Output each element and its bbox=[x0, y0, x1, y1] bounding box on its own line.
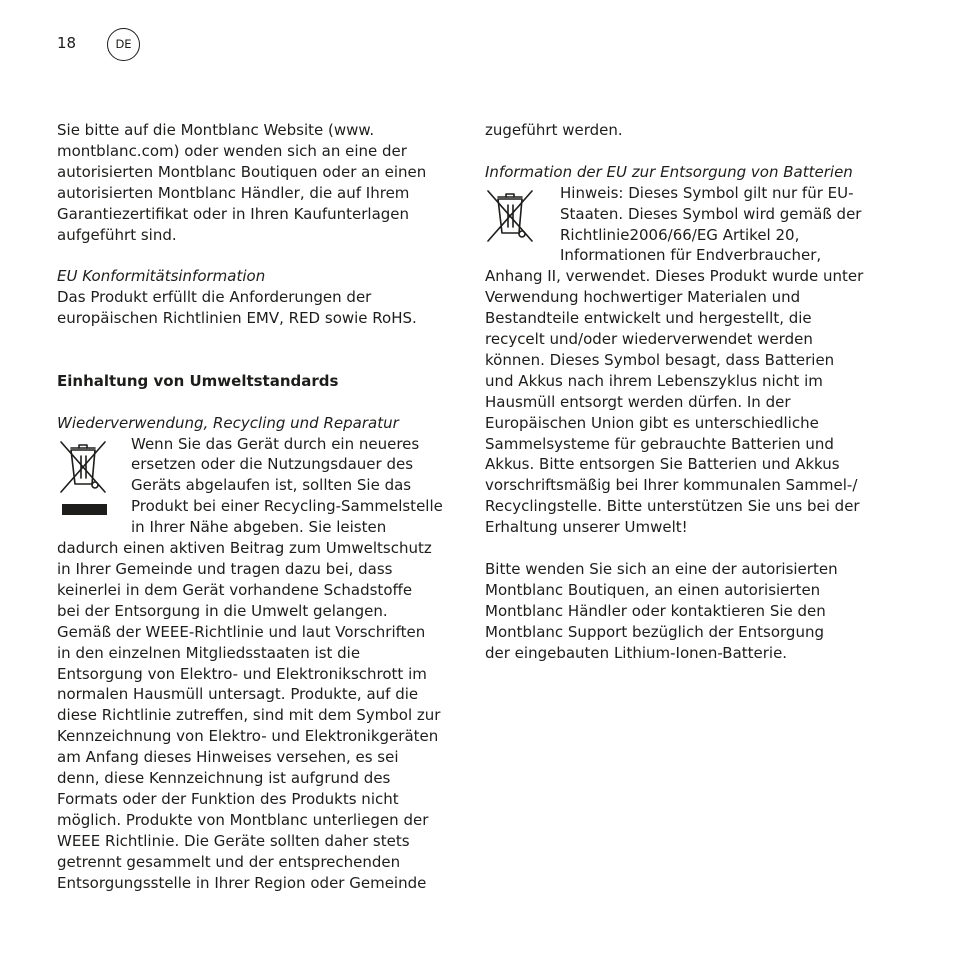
environment-heading: Einhaltung von Umweltstandards bbox=[57, 371, 339, 390]
recycling-text-full: dadurch einen aktiven Beitrag zum Umweltschutz in Ihrer Gemeinde und tragen dazu bei, dass keinerlei in dem Gerät vorhandene Schadstoffe bei der Entsorgung in die Umwelt gelangen. Gemäß der WEEE-Richtlinie und laut Vorschriften in den einzelnen Mitgliedsstaaten ist die Entsorgung von Elektro- und Elektronikschrott im normalen Hausmüll untersagt. Produkte, auf die diese Richtlinie zutreffen, sind mit dem Symbol zur Kennzeichnung von Elektro- und Elektronikgeräten am Anfang dieses Hinweises versehen, es sei denn, diese Kennzeichnung ist aufgrund des Formats oder der Funktion des Produkts nicht möglich. Produkte von Montblanc unterliegen der WEEE Richtlinie. Die Geräte sollten daher stets getrennt gesammelt und der entsprechenden Entsorgungsstelle in Ihrer Region oder Gemeinde bbox=[57, 539, 441, 892]
recycling-text-indented: Wenn Sie das Gerät durch ein neueres ersetzen oder die Nutzungsdauer des Geräts abgelaufen ist, sollten Sie das Produkt bei einer Recycling-Sammelstelle in Ihrer Nähe abgeben. Sie leisten bbox=[131, 434, 443, 537]
battery-text-full: Anhang II, verwendet. Dieses Produkt wurde unter Verwendung hochwertiger Materialen und Bestandteile entwickelt und hergestellt, die recycelt und/oder wiederverwendet werden können. Dieses Symbol besagt, dass Batterien und Akkus nach ihrem Lebenszyklus nicht im Hausmüll entsorgt werden dürfen. In der Europäischen Union gibt es unterschiedliche Sammelsysteme für gebrauchte Batterien und Akkus. Bitte entsorgen Sie Batterien und Akkus vorschriftsmäßig bei Ihrer kommunalen Sammel-/ Recyclingstelle. Bitte unterstützen Sie uns bei der Erhaltung unserer Umwelt! bbox=[485, 267, 864, 537]
language-badge: DE bbox=[107, 28, 140, 61]
eu-conformity-text: Das Produkt erfüllt die Anforderungen der europäischen Richtlinien EMV, RED sowie RoHS. bbox=[57, 288, 417, 328]
support-paragraph: Bitte wenden Sie sich an eine der autorisierten Montblanc Boutiquen, an einen autorisierten Montblanc Händler oder kontaktieren Sie den Montblanc Support bezüglich der Entsorgung der eingebauten Lithium-Ionen-Batterie. bbox=[485, 560, 838, 662]
right-column bbox=[485, 120, 900, 664]
battery-heading: Information der EU zur Entsorgung von Batterien bbox=[485, 162, 853, 181]
page-number: 18 bbox=[57, 34, 77, 52]
continuation-text: zugeführt werden. bbox=[485, 121, 623, 139]
intro-paragraph: Sie bitte auf die Montblanc Website (www. montblanc.com) oder wenden sich an eine der autorisierten Montblanc Boutiquen oder an einen autorisierten Montblanc Händler, die auf Ihrem Garantiezertifikat oder in Ihren Kaufunterlagen aufgeführt sind. bbox=[57, 121, 427, 244]
recycling-heading: Wiederverwendung, Recycling und Reparatur bbox=[57, 413, 399, 432]
weee-bin-icon bbox=[57, 436, 111, 516]
battery-section bbox=[485, 183, 900, 538]
battery-text-indented: Hinweis: Dieses Symbol gilt nur für EU- Staaten. Dieses Symbol wird gemäß der Richtlinie2006/66/EG Artikel 20, Informationen für Endverbraucher, bbox=[560, 183, 862, 265]
battery-bin-icon bbox=[485, 185, 535, 245]
left-column bbox=[57, 120, 469, 893]
eu-conformity-heading: EU Konformitätsinformation bbox=[57, 267, 266, 286]
recycling-section bbox=[57, 434, 469, 894]
